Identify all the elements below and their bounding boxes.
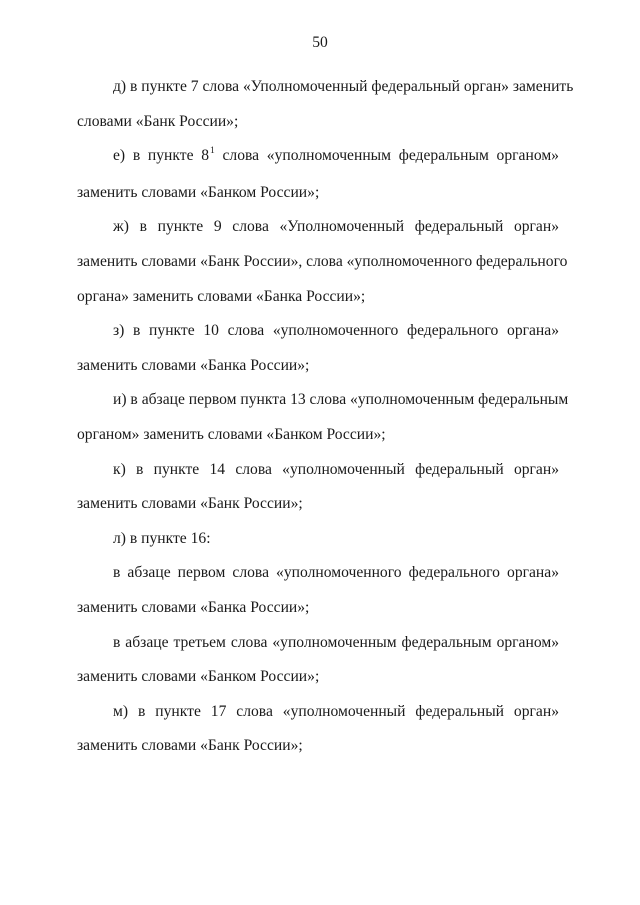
text-line: д) в пункте 7 слова «Уполномоченный федеральный орган» заменить [113, 78, 574, 95]
text-line: в абзаце первом слова «уполномоченного федерального органа» [113, 564, 559, 582]
paragraph-l [77, 522, 559, 557]
paragraph-z [77, 314, 559, 383]
document-body [77, 70, 574, 764]
text-line: заменить словами «Банком России»; [77, 668, 320, 686]
paragraph-d [77, 70, 574, 139]
paragraph-e [77, 139, 559, 210]
superscript: 1 [210, 146, 215, 157]
paragraph-i [77, 383, 569, 452]
text-line: органа» заменить словами «Банка России»; [77, 287, 366, 305]
paragraph-zh [77, 210, 568, 314]
text-line: з) в пункте 10 слова «уполномоченного федерального органа» [113, 322, 559, 340]
text-fragment: слова «уполномоченным федеральным органом» [214, 147, 559, 165]
page-number: 50 [312, 34, 328, 51]
text-fragment: е) в пункте 8 [113, 147, 210, 165]
text-line [77, 139, 559, 176]
text-line: заменить словами «Банка России»; [77, 598, 310, 616]
text-line: м) в пункте 17 слова «уполномоченный федеральный орган» [113, 702, 559, 720]
text-line: и) в абзаце первом пункта 13 слова «уполномоченным федеральным [113, 391, 569, 409]
text-line: заменить словами «Банк России», слова «уполномоченного федерального [77, 252, 568, 270]
paragraph-k [77, 453, 559, 522]
text-line: заменить словами «Банк России»; [77, 737, 303, 755]
text-line: словами «Банк России»; [77, 112, 239, 130]
text-line: л) в пункте 16: [113, 529, 211, 547]
text-line: заменить словами «Банком России»; [77, 183, 320, 201]
text-line: органом» заменить словами «Банком России»; [77, 425, 386, 443]
paragraph-m [77, 695, 559, 764]
text-line: заменить словами «Банк России»; [77, 495, 303, 513]
text-line: в абзаце третьем слова «уполномоченным федеральным органом» [113, 633, 559, 651]
text-line: к) в пункте 14 слова «уполномоченный федеральный орган» [113, 460, 559, 478]
text-line: заменить словами «Банка России»; [77, 356, 310, 374]
paragraph-l-third [77, 626, 559, 695]
paragraph-l-first [77, 556, 559, 625]
text-line: ж) в пункте 9 слова «Уполномоченный федеральный орган» [113, 218, 559, 236]
